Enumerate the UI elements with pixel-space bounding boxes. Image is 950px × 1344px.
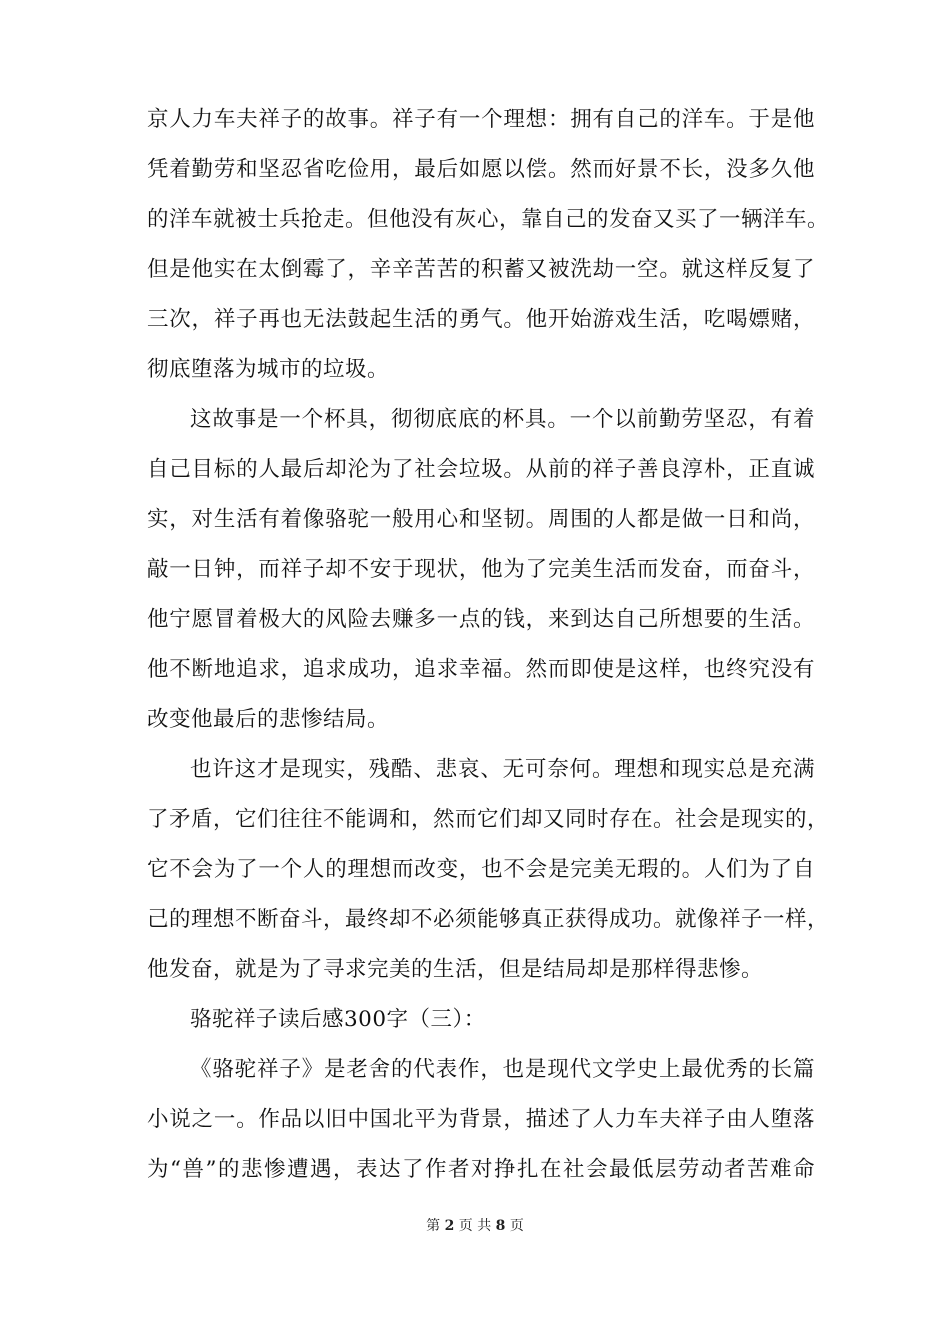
footer-page-number: 2	[444, 1218, 455, 1234]
text-line: 但是他实在太倒霉了，辛辛苦苦的积蓄又被洗劫一空。就这样反复了	[147, 257, 815, 282]
footer-prefix: 第	[426, 1218, 441, 1234]
text-line: 他宁愿冒着极大的风险去赚多一点的钱，来到达自己所想要的生活。	[147, 607, 815, 632]
text-line: 这故事是一个杯具，彻彻底底的杯具。一个以前勤劳坚忍，有着	[190, 407, 815, 432]
text-line: 的洋车就被士兵抢走。但他没有灰心，靠自己的发奋又买了一辆洋车。	[147, 207, 830, 232]
footer-middle: 页 共	[458, 1218, 492, 1234]
text-line: 改变他最后的悲惨结局。	[147, 707, 390, 732]
footer-suffix: 页	[509, 1218, 524, 1234]
text-line: 《骆驼祥子》是老舍的代表作，也是现代文学史上最优秀的长篇	[190, 1057, 815, 1082]
text-line: 他不断地追求，追求成功，追求幸福。然而即使是这样，也终究没有	[147, 657, 815, 682]
text-line: 也许这才是现实，残酷、悲哀、无可奈何。理想和现实总是充满	[190, 757, 815, 782]
text-line: 三次，祥子再也无法鼓起生活的勇气。他开始游戏生活，吃喝嫖赌，	[147, 307, 815, 332]
text-line: 彻底堕落为城市的垃圾。	[147, 357, 390, 382]
section-heading: 骆驼祥子读后感300字（三）：	[190, 1007, 486, 1032]
text-line: 他发奋，就是为了寻求完美的生活，但是结局却是那样得悲惨。	[147, 957, 764, 982]
text-line: 自己目标的人最后却沦为了社会垃圾。从前的祥子善良淳朴，正直诚	[147, 457, 815, 482]
text-line: 实，对生活有着像骆驼一般用心和坚韧。周围的人都是做一日和尚，	[147, 507, 815, 532]
text-line: 己的理想不断奋斗，最终却不必须能够真正获得成功。就像祥子一样，	[147, 907, 830, 932]
text-line: 小说之一。作品以旧中国北平为背景，描述了人力车夫祥子由人堕落	[147, 1107, 815, 1132]
text-line: 它不会为了一个人的理想而改变，也不会是完美无瑕的。人们为了自	[147, 857, 815, 882]
text-line: 了矛盾，它们往往不能调和，然而它们却又同时存在。社会是现实的，	[147, 807, 830, 832]
text-line: 凭着勤劳和坚忍省吃俭用，最后如愿以偿。然而好景不长，没多久他	[147, 157, 815, 182]
page-footer	[0, 1215, 950, 1235]
text-line: 京人力车夫祥子的故事。祥子有一个理想：拥有自己的洋车。于是他	[147, 107, 815, 132]
text-line: 敲一日钟，而祥子却不安于现状，他为了完美生活而发奋，而奋斗，	[147, 557, 815, 582]
text-line: 为“兽”的悲惨遭遇，表达了作者对挣扎在社会最低层劳动者苦难命	[147, 1157, 815, 1182]
footer-total-pages: 8	[495, 1218, 506, 1234]
